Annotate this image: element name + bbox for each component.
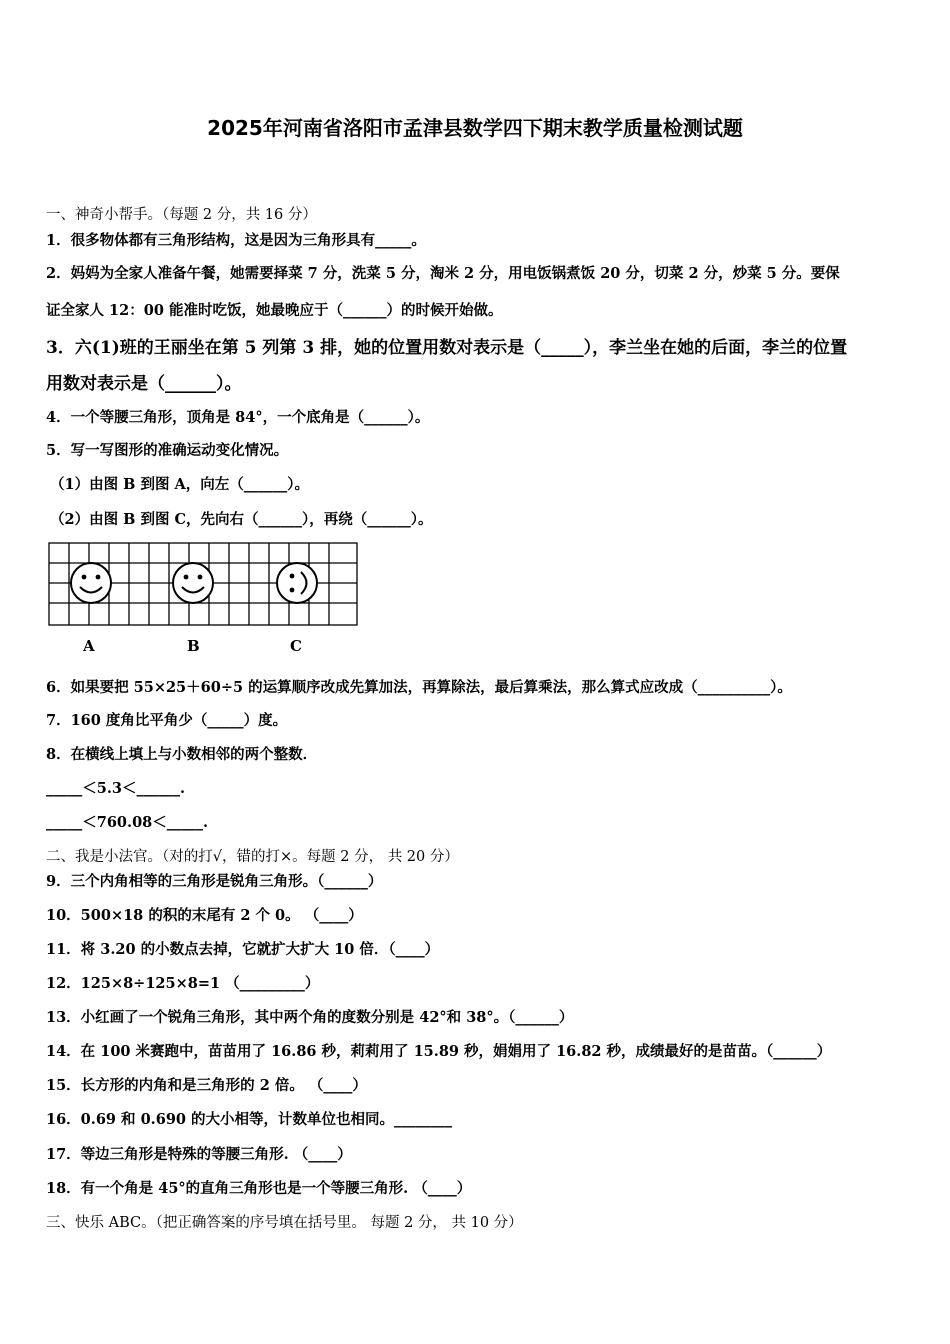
question-16: 16．0.69 和 0.690 的大小相等，计数单位也相同。________ bbox=[46, 1111, 453, 1128]
smiley-grid-figure bbox=[47, 541, 359, 657]
question-3-line-2: 用数对表示是（______）。 bbox=[46, 374, 242, 394]
question-1: 1．很多物体都有三角形结构，这是因为三角形具有_____。 bbox=[46, 232, 426, 249]
question-7: 7．160 度角比平角少（_____）度。 bbox=[46, 712, 288, 729]
section-3-heading: 三、快乐 ABC。（把正确答案的序号填在括号里。 每题 2 分， 共 10 分） bbox=[46, 1215, 523, 1231]
page-title: 2025年河南省洛阳市孟津县数学四下期末教学质量检测试题 bbox=[207, 116, 743, 140]
figure-label-a: A bbox=[83, 637, 95, 655]
smiley-a-icon bbox=[71, 563, 111, 603]
question-5: 5．写一写图形的准确运动变化情况。 bbox=[46, 442, 289, 459]
section-2-heading: 二、我是小法官。（对的打√，错的打×。每题 2 分， 共 20 分） bbox=[46, 849, 459, 865]
question-3-line-1: 3．六(1)班的王丽坐在第 5 列第 3 排，她的位置用数对表示是（_____），李兰坐在她的后面，李兰的位置 bbox=[46, 338, 848, 358]
question-11: 11．将 3.20 的小数点去掉，它就扩大扩大 10 倍．（____） bbox=[46, 941, 440, 958]
question-15: 15．长方形的内角和是三角形的 2 倍。 （____） bbox=[46, 1077, 367, 1094]
figure-label-b: B bbox=[187, 637, 200, 655]
figure-label-c: C bbox=[290, 637, 302, 655]
question-13: 13．小红画了一个锐角三角形，其中两个角的度数分别是 42°和 38°。（______） bbox=[46, 1009, 574, 1026]
question-8: 8．在横线上填上与小数相邻的两个整数． bbox=[46, 746, 318, 763]
question-10: 10．500×18 的积的末尾有 2 个 0。 （____） bbox=[46, 907, 363, 924]
question-6: 6．如果要把 55×25＋60÷5 的运算顺序改成先算加法，再算除法，最后算乘法，那么算式应改成（__________）。 bbox=[46, 679, 792, 696]
smiley-c-rotated-icon bbox=[277, 563, 317, 603]
question-14: 14．在 100 米赛跑中，苗苗用了 16.86 秒，莉莉用了 15.89 秒，娟娟用了 16.82 秒，成绩最好的是苗苗。（______） bbox=[46, 1043, 832, 1060]
question-18: 18．有一个角是 45°的直角三角形也是一个等腰三角形. （____） bbox=[46, 1180, 472, 1197]
question-2-line-1: 2．妈妈为全家人准备午餐，她需要择菜 7 分，洗菜 5 分，淘米 2 分，用电饭锅煮饭 20 分，切菜 2 分，炒菜 5 分。要保 bbox=[46, 265, 840, 282]
question-5-part-1: （1）由图 B 到图 A，向左（______）。 bbox=[50, 476, 309, 493]
question-4: 4．一个等腰三角形，顶角是 84°，一个底角是（______）。 bbox=[46, 409, 430, 426]
question-8-blank-1: _____＜5.3＜______. bbox=[46, 780, 186, 797]
question-12: 12．125×8÷125×8=1 （_________） bbox=[46, 975, 320, 992]
question-17: 17．等边三角形是特殊的等腰三角形. （____） bbox=[46, 1146, 352, 1163]
question-9: 9．三个内角相等的三角形是锐角三角形。（______） bbox=[46, 873, 383, 890]
question-2-line-2: 证全家人 12：00 能准时吃饭，她最晚应于（______）的时候开始做。 bbox=[46, 302, 503, 319]
question-5-part-2: （2）由图 B 到图 C，先向右（______），再绕（______）。 bbox=[50, 511, 433, 528]
smiley-b-icon bbox=[173, 563, 213, 603]
section-1-heading: 一、神奇小帮手。（每题 2 分，共 16 分） bbox=[46, 207, 317, 223]
question-8-blank-2: _____＜760.08＜_____. bbox=[46, 814, 209, 831]
